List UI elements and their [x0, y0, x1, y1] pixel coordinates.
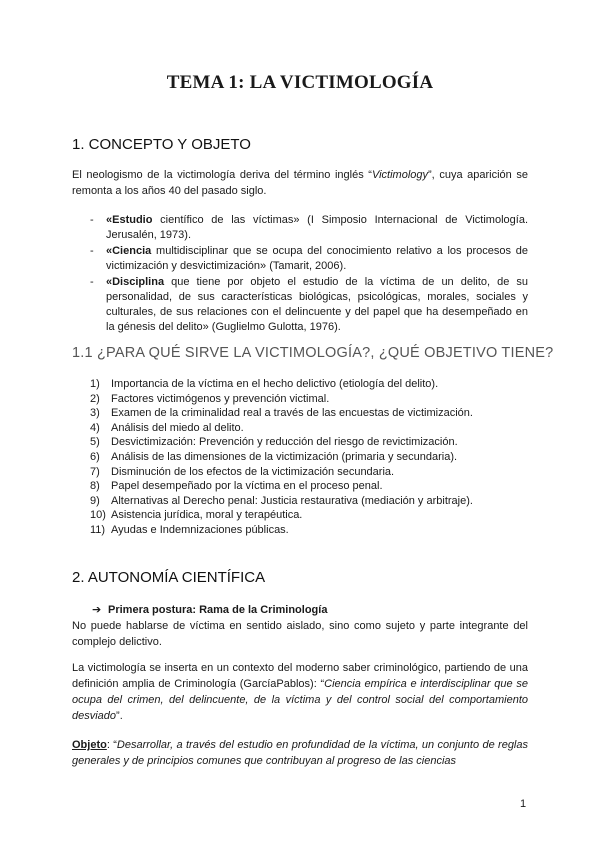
list-item	[90, 406, 530, 421]
item-number: 11)	[90, 523, 106, 536]
dash-bullet: -	[90, 214, 94, 226]
objeto-colon: : “	[106, 739, 117, 751]
definition-text: multidisciplinar que se ocupa del conocimiento relativo a los procesos de victimización y desvictimización» (Tamarit, 2006).	[106, 245, 528, 272]
item-number: 4)	[90, 421, 100, 434]
item-text: Papel desempeñado por la víctima en el proceso penal.	[111, 480, 383, 493]
item-text: Disminución de los efectos de la victimización secundaria.	[111, 465, 395, 478]
definition-item	[90, 244, 528, 274]
first-position-label: Primera postura: Rama de la Criminología	[108, 604, 328, 616]
item-number: 3)	[90, 407, 100, 420]
definition-text: que tiene por objeto el estudio de la víctima de un delito, de su personalidad, de sus características biológicas, psicológicas, morales, sociales y culturales, de sus relaciones con el delincuente y del papel que ha desempeñado en la génesis del delito» (Guglielmo Gulotta, 1976).	[106, 276, 528, 333]
objectives-list	[90, 377, 530, 538]
item-number: 7)	[90, 465, 100, 478]
list-item	[90, 494, 530, 509]
item-text: Desvictimización: Prevención y reducción del riesgo de revictimización.	[111, 436, 458, 449]
list-item	[90, 377, 530, 392]
intro-emphasis: Victimology	[371, 169, 429, 181]
section-heading-objetivo: 1.1 ¿PARA QUÉ SIRVE LA VICTIMOLOGÍA?, ¿QUÉ OBJETIVO TIENE?	[72, 345, 554, 361]
item-number: 9)	[90, 494, 100, 507]
para2-text-a: La victimología se inserta en un contexto del moderno saber criminológico, partiendo de una definición amplia de Criminología (GarcíaPablos): “	[72, 662, 528, 690]
item-text: Ayudas e Indemnizaciones públicas.	[111, 523, 289, 536]
para2-text-b: ”.	[116, 710, 123, 722]
definition-text: científico de las víctimas» (I Simposio Internacional de Victimología. Jerusalén, 1973).	[106, 214, 528, 241]
item-number: 6)	[90, 450, 100, 463]
list-item	[90, 450, 530, 465]
arrow-icon: ➔	[92, 604, 102, 616]
list-item	[90, 421, 530, 436]
item-text: Alternativas al Derecho penal: Justicia restaurativa (mediación y arbitraje).	[111, 494, 473, 507]
section-heading-autonomia: 2. AUTONOMÍA CIENTÍFICA	[72, 569, 266, 586]
definition-term: «Disciplina	[106, 276, 165, 288]
intro-text-b: ”, cuya aparición se remonta a los años 40 del pasado siglo.	[72, 169, 529, 197]
item-text: Importancia de la víctima en el hecho delictivo (etiología del delito).	[111, 378, 439, 390]
paragraph-objeto	[72, 737, 528, 769]
item-text: Examen de la criminalidad real a través de las encuestas de victimización.	[111, 407, 473, 420]
document-title: TEMA 1: LA VICTIMOLOGÍA	[166, 72, 434, 93]
definition-term: «Ciencia	[106, 245, 152, 257]
list-item	[90, 508, 530, 523]
objeto-label: Objeto	[72, 739, 107, 751]
list-item	[90, 392, 530, 407]
para2-emphasis: Ciencia empírica e interdisciplinar que se ocupa del crimen, del delincuente, de la víctima y del control social del comportamiento desviado	[72, 678, 528, 722]
objeto-emphasis: Desarrollar, a través del estudio en profundidad de la víctima, un conjunto de reglas generales y de principios comunes que contribuyan al progreso de las ciencias	[72, 739, 528, 767]
item-text: Asistencia jurídica, moral y terapéutica.	[111, 509, 303, 522]
section-heading-concepto: 1. CONCEPTO Y OBJETO	[72, 136, 251, 153]
list-item	[90, 479, 530, 494]
intro-paragraph	[72, 167, 528, 199]
paragraph-victima: No puede hablarse de víctima en sentido aislado, sino como sujeto y parte integrante del complejo delictivo.	[72, 620, 528, 648]
list-item	[90, 435, 530, 450]
intro-text-a: El neologismo de la victimología deriva del término inglés “	[72, 169, 372, 181]
page-number: 1	[520, 798, 527, 810]
dash-bullet: -	[90, 276, 94, 288]
paragraph-criminologia	[72, 660, 528, 724]
item-text: Análisis de las dimensiones de la victimización (primaria y secundaria).	[111, 450, 458, 463]
dash-bullet: -	[90, 245, 94, 257]
definition-term: «Estudio	[106, 214, 153, 226]
first-position-line	[92, 603, 327, 616]
item-number: 10)	[90, 509, 106, 522]
item-text: Factores victimógenos y prevención victimal.	[111, 392, 330, 405]
definitions-list	[90, 213, 528, 336]
list-item	[90, 465, 530, 480]
item-text: Análisis del miedo al delito.	[111, 421, 244, 434]
definition-item	[90, 213, 528, 243]
item-number: 5)	[90, 436, 100, 449]
item-number: 8)	[90, 480, 100, 493]
definition-item	[90, 275, 528, 335]
item-number: 2)	[90, 392, 100, 405]
item-number: 1)	[90, 378, 100, 390]
list-item	[90, 523, 530, 538]
